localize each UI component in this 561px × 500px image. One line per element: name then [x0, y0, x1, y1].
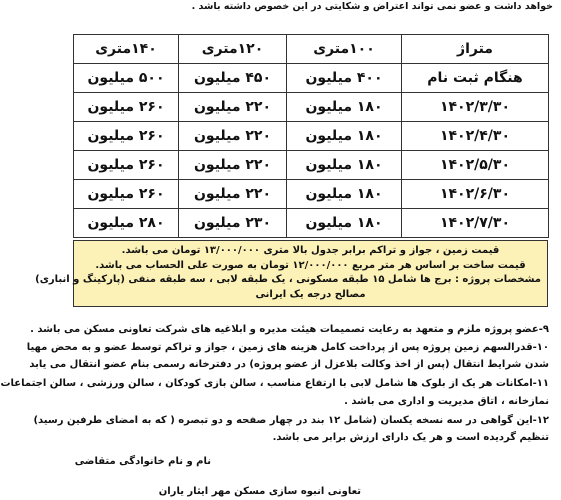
header-cell-area: متراژ [402, 35, 549, 64]
table-cell: ۲۲۰ میلیون [179, 93, 287, 122]
table-cell: ۱۸۰ میلیون [287, 122, 402, 151]
clause-10-line1: ۱۰-قدرالسهم زمین پروژه پس از پرداخت کامل هزینه های زمین ، جواز و تراکم توسط عضو و به محض مهیا [26, 342, 549, 353]
table-cell: ۱۴۰۲/۳/۳۰ [402, 93, 549, 122]
table-cell: ۱۸۰ میلیون [287, 180, 402, 209]
table-cell: ۲۳۰ میلیون [179, 209, 287, 238]
header-cell-100m: ۱۰۰متری [287, 35, 402, 64]
clause-12-line1: ۱۲-این گواهی در سه نسخه یکسان (شامل ۱۲ بند در چهار صفحه و دو تبصره ( که به امضای طرفین رسید) [33, 415, 549, 426]
table-row [74, 122, 549, 151]
cooperative-name: تعاونی انبوه سازی مسکن مهر ایثار یاران [158, 486, 361, 497]
table-cell: ۱۴۰۲/۴/۳۰ [402, 122, 549, 151]
table-cell: ۱۸۰ میلیون [287, 151, 402, 180]
table-row [74, 209, 549, 238]
pricing-notes-box [35, 240, 548, 307]
note-construction-price: قیمت ساخت بر اساس هر متر مربع ۱۲/۰۰۰/۰۰۰ تومان به صورت علی الحساب می باشد. [95, 259, 526, 271]
table-cell: ۲۶۰ میلیون [74, 93, 179, 122]
header-cell-120m: ۱۲۰متری [179, 35, 287, 64]
table-cell: ۲۲۰ میلیون [179, 122, 287, 151]
table-row [74, 180, 549, 209]
table-cell: ۲۲۰ میلیون [179, 180, 287, 209]
table-cell: ۴۵۰ میلیون [179, 64, 287, 93]
note-land-price: قیمت زمین ، جواز و تراکم برابر جدول بالا متری ۱۳/۰۰۰/۰۰۰ تومان می باشد. [121, 245, 500, 256]
clause-10-line2: شدن شرایط انتقال (پس از اخذ وکالت بلاعزل از عضو پروژه) در دفترخانه رسمی بنام عضو انتقال می یابد [29, 359, 549, 370]
payment-schedule-table [73, 34, 549, 238]
applicant-name-label: نام و نام خانوادگی متقاضی [74, 456, 211, 467]
table-cell: ۲۶۰ میلیون [74, 122, 179, 151]
table-cell: ۱۸۰ میلیون [287, 209, 402, 238]
table-row [74, 64, 549, 93]
table-header-row [74, 35, 549, 64]
table-cell: ۱۴۰۲/۷/۳۰ [402, 209, 549, 238]
note-materials: مصالح درجه یک ایرانی [255, 288, 366, 300]
table-cell: ۵۰۰ میلیون [74, 64, 179, 93]
table-cell: ۱۴۰۲/۶/۳۰ [402, 180, 549, 209]
top-note: خواهد داشت و عضو نمی تواند اعتراض و شکایتی در این خصوص داشته باشد . [191, 1, 553, 12]
table-cell: ۲۲۰ میلیون [179, 151, 287, 180]
clause-9: ۹-عضو پروژه ملزم و متعهد به رعایت تصمیمات هیئت مدیره و ابلاغیه های شرکت تعاونی مسکن می باشد . [30, 324, 549, 335]
clause-12-line2: تنظیم گردیده است و هر یک دارای ارزش برابر می باشد. [272, 432, 549, 443]
table-row [74, 151, 549, 180]
table-cell: ۴۰۰ میلیون [287, 64, 402, 93]
note-project-specs: مشخصات پروژه : برج ها شامل ۱۵ طبقه مسکونی ، یک طبقه لابی ، سه طبقه منفی (پارکینگ و انباری) [35, 274, 541, 285]
clause-11-line2: نمازخانه ، اتاق مدیریت و اداری می باشد . [344, 396, 549, 407]
table-cell: ۲۸۰ میلیون [74, 209, 179, 238]
table-cell: هنگام ثبت نام [402, 64, 549, 93]
table-cell: ۱۸۰ میلیون [287, 93, 402, 122]
table-row [74, 93, 549, 122]
table-cell: ۱۴۰۲/۵/۳۰ [402, 151, 549, 180]
clause-11-line1: ۱۱-امکانات هر یک از بلوک ها شامل لابی با ارتفاع مناسب ، سالن بازی کودکان ، سالن ورزشی ، سالن اجتماعات [0, 378, 549, 389]
header-cell-140m: ۱۴۰متری [74, 35, 179, 64]
table-cell: ۲۶۰ میلیون [74, 151, 179, 180]
table-cell: ۲۶۰ میلیون [74, 180, 179, 209]
